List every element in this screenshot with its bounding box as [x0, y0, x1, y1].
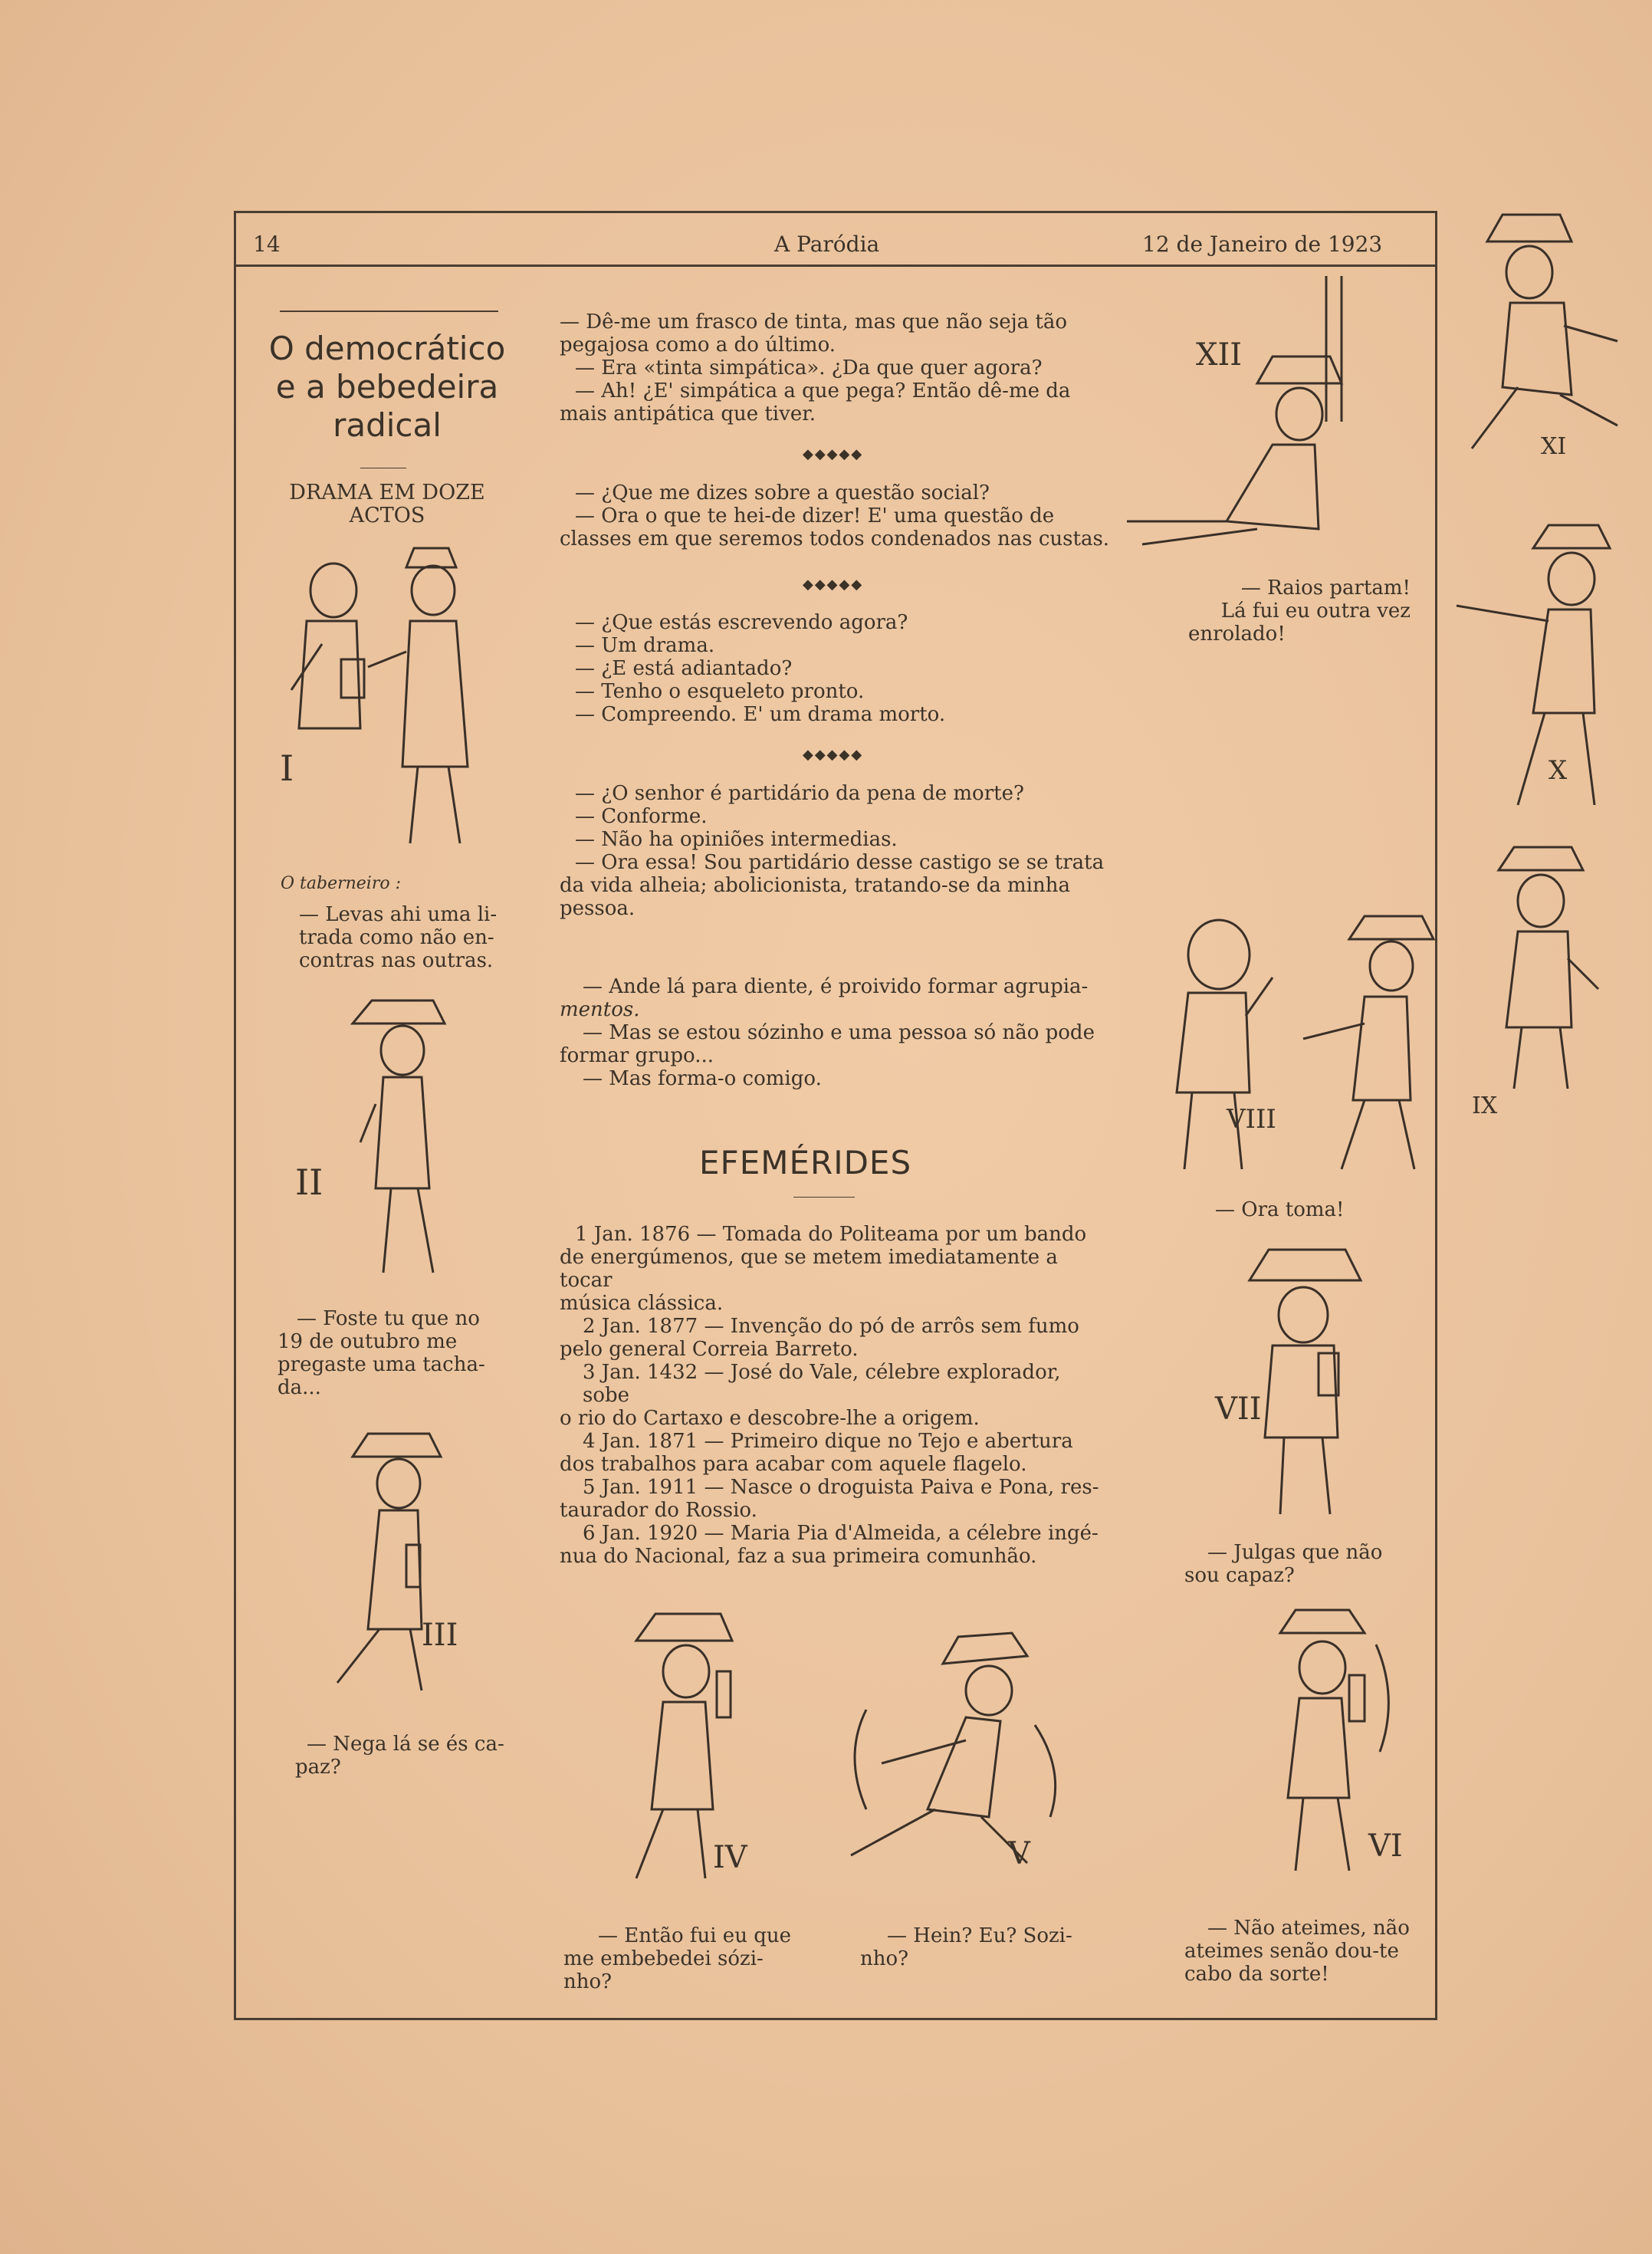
- caption-line: — Ora toma!: [1215, 1198, 1345, 1221]
- title-line: radical: [333, 406, 442, 444]
- caption-line: enrolado!: [1188, 623, 1286, 646]
- caption-line: — Não ateimes, não: [1207, 1917, 1410, 1940]
- act-numeral: V: [1008, 1836, 1030, 1871]
- title-line: e a bebedeira: [275, 368, 499, 406]
- dialogue-line: mais antipática que tiver.: [560, 402, 816, 426]
- dialogue-line: — ¿Que me dizes sobre a questão social?: [575, 481, 990, 504]
- efemeride-line: 1 Jan. 1876 — Tomada do Politeama por um bando: [575, 1223, 1087, 1246]
- caption-line: sou capaz?: [1184, 1564, 1295, 1587]
- efemeride-line: 3 Jan. 1432 — José do Vale, célebre explorador, sobe: [583, 1361, 1061, 1407]
- caption-line: paz?: [295, 1756, 341, 1779]
- act-6-caption: [1184, 1917, 1414, 1986]
- dialogue-line: — Um drama.: [575, 634, 715, 657]
- act-5-caption: [860, 1924, 1090, 1970]
- caption-line: ateimes senão dou-te: [1184, 1940, 1399, 1963]
- page-header: [234, 228, 1437, 267]
- dialogue-line: — Tenho o esqueleto pronto.: [575, 680, 865, 703]
- caption-line: da...: [278, 1376, 321, 1399]
- act-numeral: XI: [1541, 433, 1567, 460]
- efemeride-line: 6 Jan. 1920 — Maria Pia d'Almeida, a célebre ingé-: [583, 1522, 1099, 1545]
- title-top-rule: [280, 310, 498, 312]
- act-12-caption: [1188, 577, 1411, 646]
- efemerides-rule: [793, 1197, 855, 1198]
- act-8-illustration: [1142, 909, 1464, 1184]
- dialogue-line: da vida alheia; abolicionista, tratando-se da minha: [560, 874, 1070, 897]
- dialogue-line: — Mas se estou sózinho e uma pessoa só não pode: [583, 1021, 1095, 1044]
- caption-line: — Raios partam!: [1240, 577, 1411, 600]
- act-2-caption: [278, 1307, 500, 1399]
- act-numeral: XII: [1196, 337, 1243, 373]
- dialogue-line: — Conforme.: [575, 805, 708, 828]
- dialogue-3: [575, 611, 1112, 726]
- act-9-illustration: [1468, 836, 1606, 1096]
- efemerides-title: EFEMÉRIDES: [699, 1144, 912, 1181]
- act-11-illustration: [1441, 196, 1633, 472]
- efemerides-list: [560, 1223, 1112, 1568]
- dialogue-line: classes em que seremos todos condenados nas custas.: [560, 527, 1110, 550]
- efemeride-line: 2 Jan. 1877 — Invenção do pó de arrôs sem fumo: [583, 1315, 1079, 1338]
- caption-line: — Nega lá se és ca-: [307, 1733, 504, 1756]
- caption-line: — Foste tu que no: [297, 1307, 480, 1330]
- act-speaker: O taberneiro :: [281, 874, 401, 893]
- caption-line: 19 de outubro me: [278, 1330, 458, 1353]
- act-3-caption: [295, 1733, 510, 1779]
- dialogue-line: formar grupo...: [560, 1044, 714, 1067]
- act-numeral: X: [1549, 755, 1568, 786]
- caption-line: Lá fui eu outra vez: [1220, 600, 1411, 623]
- act-numeral: I: [280, 748, 294, 789]
- act-2-illustration: [330, 989, 468, 1288]
- publication-title: A Paródia: [774, 232, 880, 257]
- act-numeral: VI: [1368, 1829, 1403, 1864]
- dialogue-line: — Ora essa! Sou partidário desse castigo se se trata: [575, 851, 1105, 874]
- act-numeral: VII: [1215, 1392, 1262, 1427]
- act-7-illustration: [1227, 1238, 1380, 1522]
- efemeride-line: de energúmenos, que se metem imediatamente a tocar: [560, 1246, 1058, 1292]
- act-8-caption: [1215, 1198, 1384, 1221]
- efemeride-line: o rio do Cartaxo e descobre-lhe a origem.: [560, 1407, 980, 1430]
- caption-line: — Então fui eu que: [598, 1924, 791, 1947]
- efemeride-line: dos trabalhos para acabar com aquele flagelo.: [560, 1453, 1027, 1476]
- issue-date: 12 de Janeiro de 1923: [1142, 232, 1383, 257]
- act-numeral: VIII: [1227, 1104, 1276, 1135]
- subtitle-line: DRAMA EM DOZE: [289, 481, 485, 504]
- dialogue-5: [560, 975, 1112, 1090]
- separator-ornament: ◆◆◆◆◆: [803, 747, 864, 763]
- act-10-illustration: [1441, 514, 1618, 820]
- article-title: [261, 330, 514, 445]
- caption-line: — Julgas que não: [1207, 1541, 1383, 1564]
- dialogue-line: pessoa.: [560, 897, 636, 920]
- dialogue-1: [560, 310, 1112, 426]
- caption-line: — Hein? Eu? Sozi-: [887, 1924, 1072, 1947]
- subtitle-line: ACTOS: [349, 504, 425, 527]
- act-1-caption: [299, 903, 506, 972]
- dialogue-4: [560, 782, 1112, 920]
- separator-ornament: ◆◆◆◆◆: [803, 446, 864, 462]
- caption-line: pregaste uma tacha-: [278, 1353, 485, 1376]
- dialogue-line: — Ande lá para diente, é proivido formar agrupia-: [583, 975, 1089, 998]
- caption-line: trada como não en-: [299, 926, 494, 949]
- dialogue-line: pegajosa como a do último.: [560, 334, 836, 356]
- caption-line: contras nas outras.: [299, 949, 494, 972]
- efemeride-line: 4 Jan. 1871 — Primeiro dique no Tejo e abertura: [583, 1430, 1073, 1453]
- dialogue-line: — ¿Que estás escrevendo agora?: [575, 611, 908, 634]
- efemeride-line: 5 Jan. 1911 — Nasce o droguista Paiva e Pona, res-: [583, 1476, 1099, 1499]
- dialogue-2: [560, 481, 1112, 550]
- dialogue-line: mentos.: [560, 998, 640, 1021]
- dialogue-line: — Ora o que te hei-de dizer! E' uma questão de: [575, 504, 1055, 527]
- act-4-caption: [563, 1924, 801, 1993]
- efemeride-line: pelo general Correia Barreto.: [560, 1338, 859, 1361]
- dialogue-line: — Era «tinta simpática». ¿Da que quer agora?: [575, 356, 1043, 380]
- caption-line: me embebedei sózi-: [563, 1947, 764, 1970]
- title-line: O democrático: [268, 330, 506, 367]
- efemeride-line: taurador do Rossio.: [560, 1499, 757, 1522]
- caption-line: nho?: [860, 1947, 909, 1970]
- caption-line: — Levas ahi uma li-: [299, 903, 498, 926]
- caption-line: cabo da sorte!: [1184, 1963, 1329, 1986]
- separator-ornament: ◆◆◆◆◆: [803, 577, 864, 593]
- act-numeral: III: [422, 1618, 458, 1653]
- page-number: 14: [253, 232, 281, 257]
- dialogue-line: — Não ha opiniões intermedias.: [575, 828, 898, 851]
- act-12-illustration: [1112, 268, 1418, 560]
- efemeride-line: nua do Nacional, faz a sua primeira comunhão.: [560, 1545, 1037, 1568]
- act-7-caption: [1184, 1541, 1414, 1587]
- dialogue-line: — Ah! ¿E' simpática a que pega? Então dê-me da: [575, 380, 1071, 402]
- article-subtitle: [272, 481, 502, 527]
- dialogue-line: — Compreendo. E' um drama morto.: [575, 703, 946, 726]
- act-3-illustration: [291, 1422, 468, 1706]
- dialogue-line: — ¿O senhor é partidário da pena de morte?: [575, 782, 1024, 805]
- act-numeral: II: [295, 1162, 324, 1203]
- act-5-illustration: [836, 1625, 1089, 1878]
- dialogue-line: — Mas forma-o comigo.: [583, 1067, 822, 1090]
- act-1-illustration: [276, 537, 506, 859]
- dialogue-line: — ¿E está adiantado?: [575, 657, 793, 680]
- dialogue-line: — Dê-me um frasco de tinta, mas que não seja tão: [560, 310, 1068, 334]
- act-numeral: IX: [1472, 1092, 1498, 1119]
- act-numeral: IV: [713, 1840, 747, 1875]
- efemeride-line: música clássica.: [560, 1292, 724, 1315]
- caption-line: nho?: [563, 1970, 613, 1993]
